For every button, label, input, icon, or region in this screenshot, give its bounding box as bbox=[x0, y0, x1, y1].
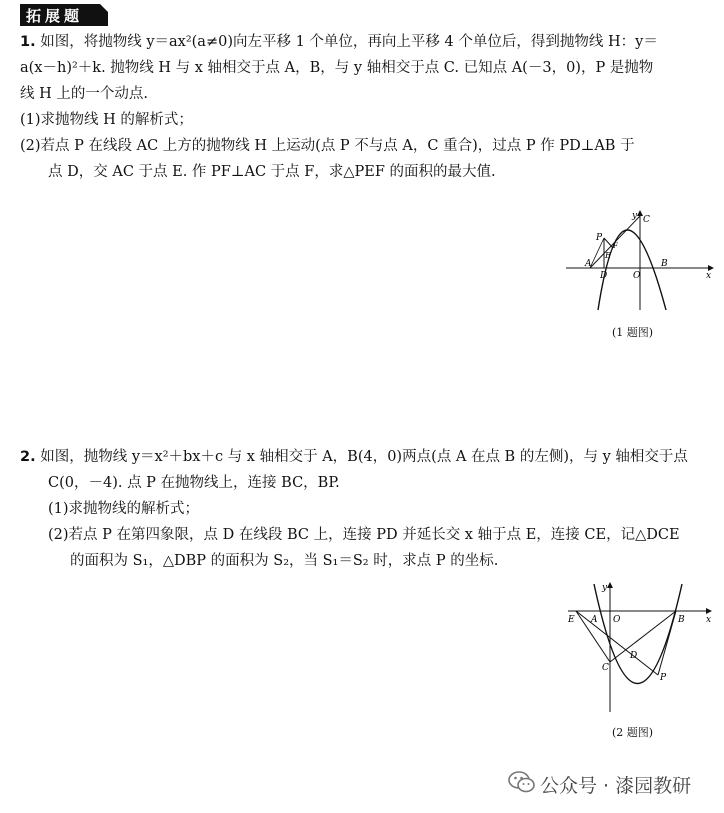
fig2-segment-BP bbox=[658, 611, 676, 675]
problem2-sub2-line-1: (2)若点 P 在第四象限，点 D 在线段 BC 上，连接 PD 并延长交 x 轴于点 E，连接 CE，记△DCE bbox=[48, 527, 680, 543]
problem1-line-3: 线 H 上的一个动点. bbox=[20, 86, 148, 102]
watermark-text: 公众号 · 漆园教研 bbox=[540, 775, 692, 797]
wechat-icon bbox=[508, 770, 536, 794]
problem1-figure-caption: (1 题图) bbox=[612, 326, 654, 339]
fig1-label-E: E bbox=[605, 251, 611, 260]
problem2-line-2: C(0，－4). 点 P 在抛物线上，连接 BC，BP. bbox=[48, 475, 340, 491]
fig1-label-A: A bbox=[585, 259, 592, 269]
fig2-label-C: C bbox=[602, 663, 609, 673]
fig1-segment-PF bbox=[604, 238, 613, 248]
problem2-figure-caption: (2 题图) bbox=[612, 726, 654, 739]
fig2-label-P: P bbox=[660, 673, 667, 683]
problem1-sub1: (1)求抛物线 H 的解析式； bbox=[20, 112, 193, 128]
fig1-label-P: P bbox=[596, 233, 603, 243]
problem2-figure bbox=[566, 580, 716, 714]
problem2-sub1: (1)求抛物线的解析式； bbox=[48, 501, 200, 517]
fig1-label-O: O bbox=[633, 271, 641, 281]
fig2-y-arrow bbox=[607, 582, 613, 588]
fig2-label-E: E bbox=[568, 615, 575, 625]
problem2-sub2-line-2: 的面积为 S₁，△DBP 的面积为 S₂，当 S₁＝S₂ 时，求点 P 的坐标. bbox=[70, 553, 499, 569]
section-tag: 拓展题 bbox=[20, 4, 108, 26]
fig2-label-B: B bbox=[678, 615, 685, 625]
fig1-label-F: F bbox=[613, 242, 618, 250]
problem1-figure bbox=[566, 208, 716, 313]
fig2-label-O: O bbox=[613, 615, 621, 625]
problem1-line-1 bbox=[20, 32, 658, 52]
problem2-line-1 bbox=[20, 447, 688, 467]
fig1-label-x: x bbox=[706, 271, 712, 281]
fig1-label-D: D bbox=[600, 271, 608, 281]
fig2-label-x: x bbox=[706, 615, 712, 625]
fig2-label-A: A bbox=[591, 615, 598, 625]
problem1-sub2-line-1: (2)若点 P 在线段 AC 上方的抛物线 H 上运动(点 P 不与点 A，C 重合)，过点 P 作 PD⊥AB 于 bbox=[20, 138, 635, 154]
problem2-text-1: 如图，抛物线 y＝x²＋bx＋c 与 x 轴相交于 A，B(4，0)两点(点 A 在点 B 的左侧)，与 y 轴相交于点 bbox=[40, 449, 688, 465]
problem1-line-2: a(x－h)²＋k. 抛物线 H 与 x 轴相交于点 A，B，与 y 轴相交于点 C. 已知点 A(－3，0)，P 是抛物 bbox=[20, 60, 654, 76]
section-tag-corner bbox=[100, 4, 110, 14]
problem1-number: 1. bbox=[20, 34, 36, 50]
fig1-label-y: y bbox=[632, 211, 638, 221]
problem1-sub2-line-2: 点 D，交 AC 于点 E. 作 PF⊥AC 于点 F，求△PEF 的面积的最大值. bbox=[48, 164, 496, 180]
problem1-text-1: 如图，将抛物线 y＝ax²(a≠0)向左平移 1 个单位，再向上平移 4 个单位后，得到抛物线 H：y＝ bbox=[40, 34, 658, 50]
fig1-label-B: B bbox=[661, 259, 668, 269]
fig2-x-arrow bbox=[706, 608, 712, 614]
fig2-label-D: D bbox=[630, 651, 638, 661]
fig2-label-y: y bbox=[602, 583, 608, 593]
fig1-label-C: C bbox=[643, 215, 650, 225]
problem2-number: 2. bbox=[20, 449, 36, 465]
